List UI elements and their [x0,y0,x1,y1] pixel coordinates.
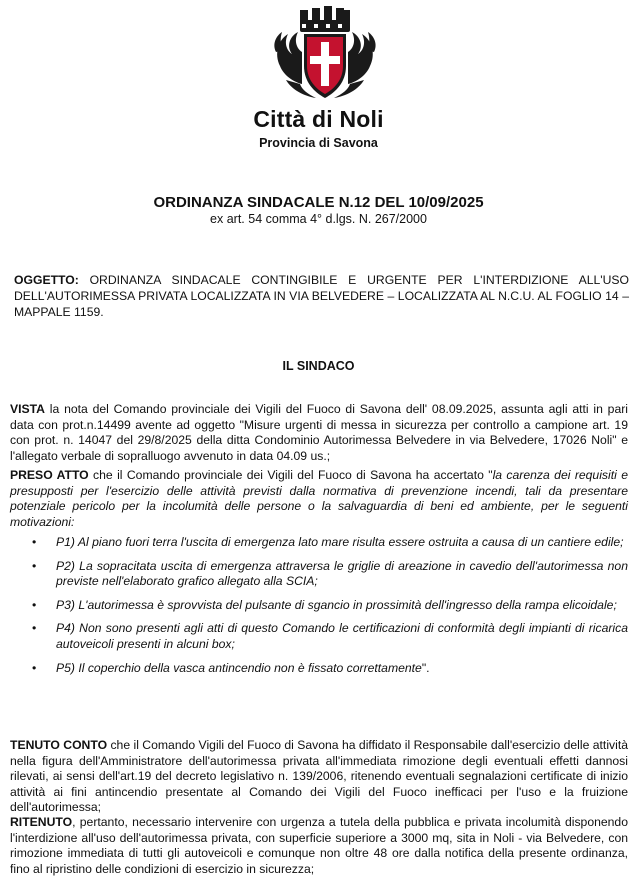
ordinance-title: ORDINANZA SINDACALE N.12 DEL 10/09/2025 [153,194,484,211]
preso-atto-text: che il Comando provinciale dei Vigili del Fuoco di Savona ha accertato " [88,468,493,482]
vista-text: la nota del Comando provinciale dei Vigili del Fuoco di Savona dell' 08.09.2025, assunta agli atti in pari data con prot.n.14499 avente ad oggetto "Misure urgenti di messa in sicurezza per controllo a campione art. 19 con prot. n. 14047 del 29/8/2025 della ditta Condominio Autorimessa Belvedere in via Belvedere, 17026 Noli" e l'allegato verbale di sopralluogo avvenuto in data 04.09 us.; [10,402,628,463]
vista-paragraph [10,402,628,464]
preso-atto-paragraph [10,468,628,530]
tenuto-conto-paragraph [10,738,628,816]
subject-paragraph [14,272,629,320]
subject-text: ORDINANZA SINDACALE CONTINGIBILE E URGENTE PER L'INTERDIZIONE ALL'USO DELL'AUTORIMESSA PRIVATA LOCALIZZATA IN VIA BELVEDERE – LOCALIZZATA AL N.C.U. AL FOGLIO 14 – MAPPALE 1159. [14,273,629,319]
motivation-text: P3) L'autorimessa è sprovvista del pulsante di sgancio in prossimità dell'ingresso della rampa elicoidale; [56,597,617,612]
province-name: Provincia di Savona [259,136,378,150]
motivations-list [28,535,628,682]
vista-label: VISTA [10,402,45,416]
motivation-text: P1) Al piano fuori terra l'uscita di emergenza lato mare risulta essere ostruita a causa di un cantiere edile; [56,535,624,549]
motivation-text: P4) Non sono presenti agli atti di questo Comando le certificazioni di conformità degli impianti di ricarica autoveicoli presenti in alcuni box; [56,621,628,651]
list-item [28,661,628,677]
bullet-icon: • [32,621,37,636]
list-item [28,598,628,614]
ritenuto-label: RITENUTO [10,815,73,829]
mayor-heading: IL SINDACO [282,359,355,373]
bullet-icon: • [32,597,37,612]
city-name: Città di Noli [253,106,384,132]
tenuto-conto-text: che il Comando Vigili del Fuoco di Savona ha diffidato il Responsabile dall'esercizio delle attività nella figura dell'Amministratore dell'autorimessa privata all'immediata rimozione degli eventuali effetti dannosi rilevati, ai sensi dell'art.19 del decreto legislativo n. 139/2006, ritenendo eventuali segnalazioni certificate di inizio attività ai fini antincendio presentate al Comando dei Vigili del Fuoco inefficaci per l'uso e la fruizione dell'autorimessa; [10,738,628,815]
preso-atto-quote: la carenza dei requisiti e presupposti per l'esercizio delle attività previsti dalla normativa di prevenzione incendi, tali da presentare potenziale pericolo per la incolumità delle persone o la salvaguardia di beni ed ambiente, per le seguenti motivazioni: [10,468,628,529]
ritenuto-text: , pertanto, necessario intervenire con urgenza a tutela della pubblica e privata incolumità disponendo l'interdizione all'uso dell'autorimessa privata, con superficie superiore a 3000 mq, sita in Noli - via Belvedere, con rimozione immediata di tutti gli autoveicoli e comunque non oltre 48 ore dalla notifica della presente ordinanza, fino al ripristino delle condizioni di esercizio in sicurezza; [10,815,628,876]
list-item [28,535,628,551]
bullet-icon: • [32,660,37,675]
ritenuto-paragraph [10,815,628,877]
list-item [28,559,628,590]
motivation-closing-quote: ". [421,660,430,675]
motivation-text: P5) Il coperchio della vasca antincendio non è fissato correttamente [56,660,422,675]
list-item [28,621,628,652]
ordinance-legal-reference: ex art. 54 comma 4° d.lgs. N. 267/2000 [210,212,427,226]
subject-label: OGGETTO: [14,273,79,287]
bullet-icon: • [32,558,37,573]
city-coat-of-arms-icon [272,6,378,106]
motivation-text: P2) La sopracitata uscita di emergenza attraversa le griglie di areazione in cavedio dell'autorimessa non previste nell'elaborato grafico allegato alla SCIA; [56,558,628,589]
bullet-icon: • [32,535,37,549]
preso-atto-label: PRESO ATTO [10,468,89,482]
tenuto-conto-label: TENUTO CONTO [10,738,108,752]
